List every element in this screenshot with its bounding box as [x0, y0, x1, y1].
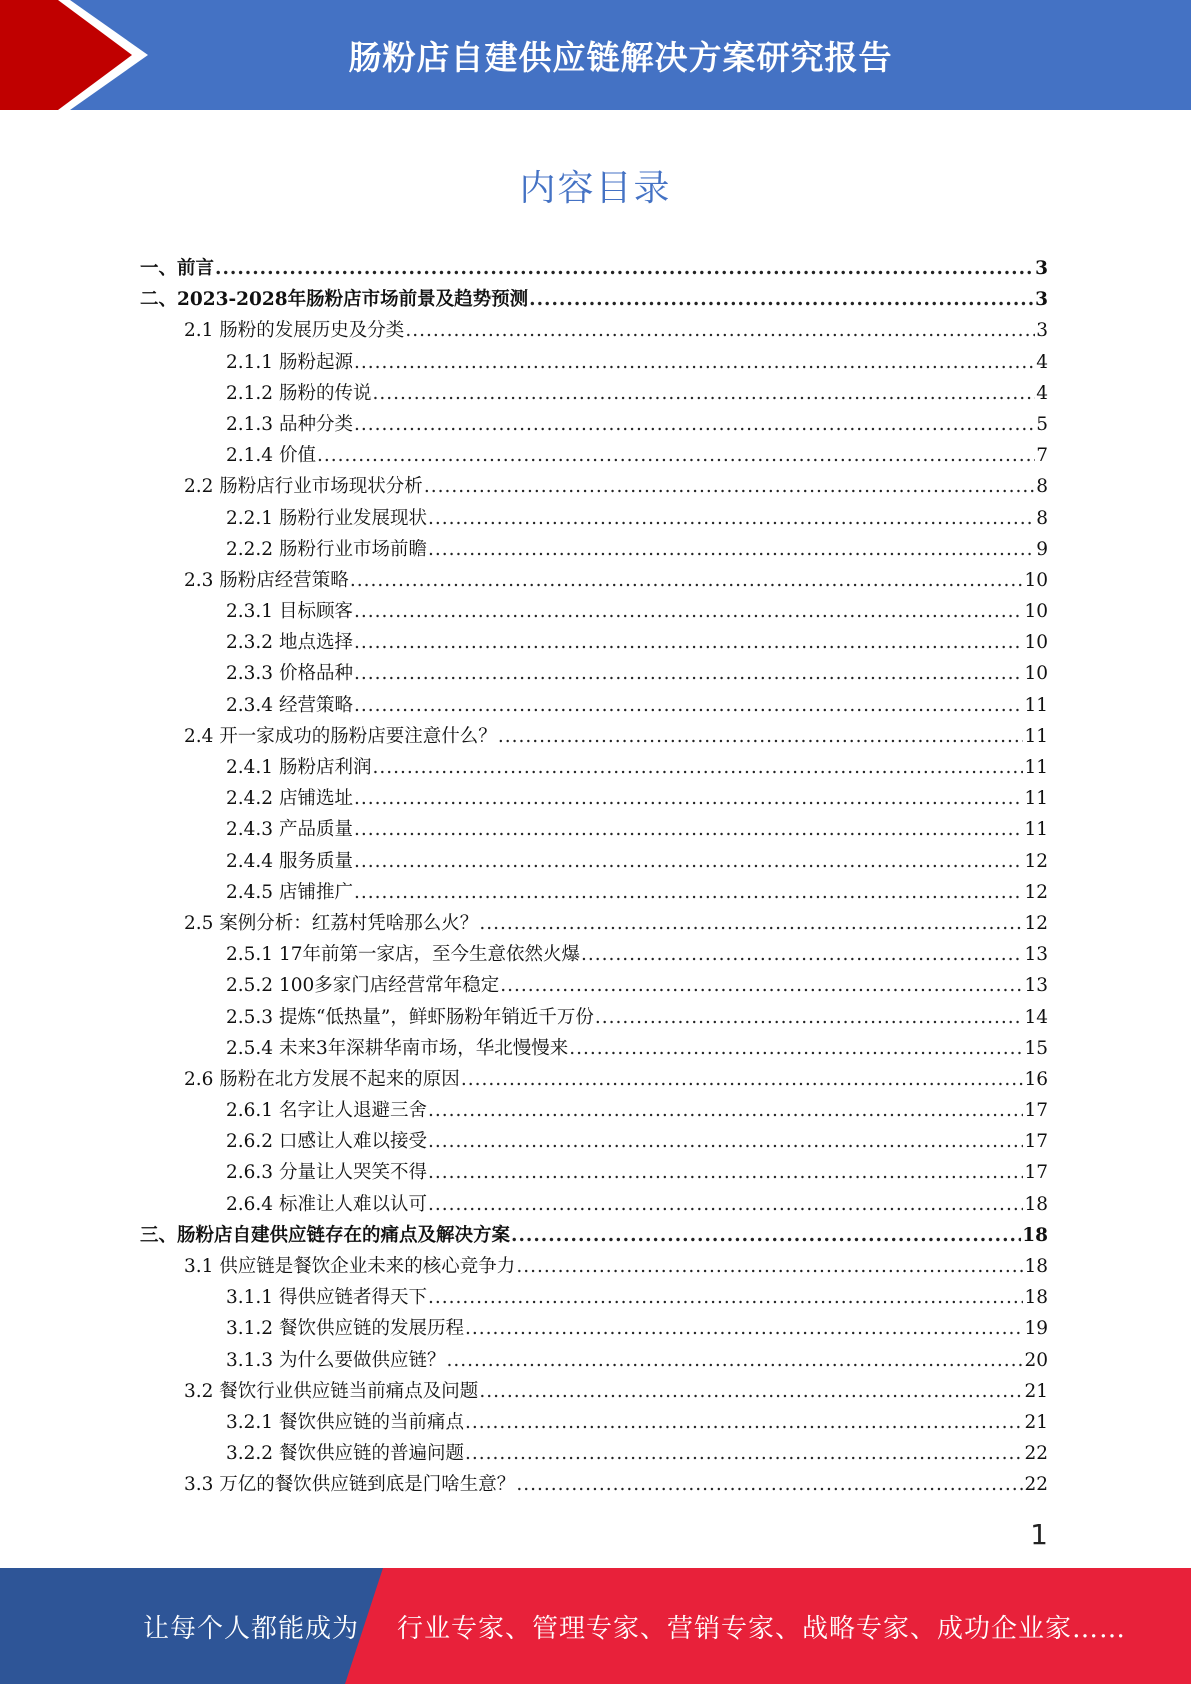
toc-leader-dots	[516, 1251, 1023, 1282]
toc-entry[interactable]	[140, 908, 1048, 939]
toc-leader-dots	[428, 534, 1035, 565]
toc-entry-label: 3.2.2 餐饮供应链的普遍问题	[226, 1443, 464, 1465]
toc-entry-page: 9	[1036, 538, 1048, 560]
toc-entry-label: 2.4.4 服务质量	[226, 850, 353, 872]
toc-leader-dots	[354, 409, 1035, 440]
toc-entry-page: 8	[1036, 507, 1048, 529]
toc-entry-page: 18	[1024, 1193, 1048, 1215]
toc-entry-page: 4	[1036, 382, 1048, 404]
toc-leader-dots	[354, 783, 1024, 814]
toc-entry-label: 2.5.4 未来3年深耕华南市场，华北慢慢来	[226, 1037, 569, 1059]
toc-entry[interactable]	[140, 690, 1048, 721]
toc-entry[interactable]	[140, 1345, 1048, 1376]
toc-entry-page: 8	[1036, 476, 1048, 498]
red-arrow-decoration	[0, 0, 160, 110]
toc-entry-label: 2.6.4 标准让人难以认可	[226, 1193, 427, 1215]
toc-leader-dots	[428, 503, 1035, 534]
toc-entry-page: 7	[1036, 445, 1048, 467]
toc-leader-dots	[465, 1438, 1023, 1469]
footer-slogan-left: 让每个人都能成为	[143, 1613, 360, 1644]
toc-leader-dots	[461, 1064, 1024, 1095]
toc-entry[interactable]	[140, 596, 1048, 627]
toc-entry-page: 10	[1024, 569, 1048, 591]
toc-entry-label: 2.2.1 肠粉行业发展现状	[226, 507, 427, 529]
toc-entry-label: 2.3.4 经营策略	[226, 694, 353, 716]
toc-entry-label: 2.3.3 价格品种	[226, 663, 353, 685]
footer-slogan-right: 行业专家、管理专家、营销专家、战略专家、成功企业家……	[397, 1613, 1127, 1644]
toc-entry[interactable]	[140, 846, 1048, 877]
toc-entry-page: 5	[1036, 413, 1048, 435]
toc-leader-dots	[372, 752, 1023, 783]
toc-entry[interactable]	[140, 1376, 1048, 1407]
toc-entry-page: 3	[1035, 289, 1048, 311]
toc-entry[interactable]	[140, 1407, 1048, 1438]
toc-entry-page: 10	[1024, 601, 1048, 623]
toc-entry[interactable]	[140, 814, 1048, 845]
page-header	[0, 0, 1191, 110]
toc-entry[interactable]	[140, 877, 1048, 908]
page-footer	[0, 1568, 1191, 1684]
toc-entry[interactable]	[140, 658, 1048, 689]
toc-entry[interactable]	[140, 253, 1048, 284]
toc-entry-page: 11	[1024, 819, 1048, 841]
toc-entry-page: 12	[1024, 881, 1048, 903]
toc-leader-dots	[354, 627, 1024, 658]
toc-entry[interactable]	[140, 1095, 1048, 1126]
toc-entry-label: 2.6 肠粉在北方发展不起来的原因	[184, 1068, 460, 1090]
toc-entry-label: 2.5 案例分析：红荔村凭啥那么火？	[184, 912, 479, 934]
toc-entry[interactable]	[140, 1438, 1048, 1469]
toc-leader-dots	[354, 814, 1024, 845]
toc-entry[interactable]	[140, 752, 1048, 783]
toc-entry[interactable]	[140, 939, 1048, 970]
toc-entry[interactable]	[140, 783, 1048, 814]
toc-entry-page: 18	[1024, 1256, 1048, 1277]
toc-entry-page: 21	[1024, 1380, 1048, 1402]
toc-entry-label: 2.6.2 口感让人难以接受	[226, 1131, 427, 1153]
toc-entry[interactable]	[140, 347, 1048, 378]
toc-entry-label: 3.2.1 餐饮供应链的当前痛点	[226, 1411, 464, 1433]
toc-leader-dots	[569, 1033, 1023, 1064]
toc-entry[interactable]	[140, 565, 1048, 596]
toc-entry-label: 2.1 肠粉的发展历史及分类	[184, 320, 405, 342]
toc-leader-dots	[215, 253, 1034, 284]
toc-entry-label: 2.4.1 肠粉店利润	[226, 757, 372, 778]
toc-leader-dots	[354, 658, 1024, 689]
toc-entry[interactable]	[140, 378, 1048, 409]
toc-leader-dots	[595, 1002, 1024, 1033]
toc-entry-label: 2.1.3 品种分类	[226, 413, 353, 435]
toc-entry-page: 22	[1024, 1474, 1048, 1496]
toc-entry-label: 3.2 餐饮行业供应链当前痛点及问题	[184, 1380, 479, 1402]
toc-entry[interactable]	[140, 1220, 1048, 1251]
toc-leader-dots	[479, 908, 1023, 939]
toc-entry-page: 11	[1024, 694, 1048, 716]
toc-leader-dots	[405, 315, 1035, 346]
toc-entry-page: 21	[1024, 1411, 1048, 1433]
toc-entry-label: 一、前言	[140, 258, 215, 279]
toc-entry[interactable]	[140, 284, 1048, 315]
toc-entry[interactable]	[140, 1002, 1048, 1033]
toc-leader-dots	[428, 1126, 1023, 1157]
toc-entry-page: 10	[1024, 632, 1048, 654]
toc-entry-page: 19	[1024, 1318, 1048, 1340]
toc-entry-page: 3	[1036, 320, 1048, 342]
toc-entry[interactable]	[140, 409, 1048, 440]
toc-entry-label: 二、2023-2028年肠粉店市场前景及趋势预测	[140, 289, 529, 311]
toc-entry-page: 16	[1024, 1068, 1048, 1090]
toc-leader-dots	[498, 721, 1024, 752]
toc-entry-page: 12	[1024, 850, 1048, 872]
toc-leader-dots	[424, 471, 1035, 502]
toc-entry-label: 3.1.1 得供应链者得天下	[226, 1287, 427, 1309]
toc-entry-label: 3.1.3 为什么要做供应链？	[226, 1349, 446, 1371]
toc-entry-label: 2.1.1 肠粉起源	[226, 351, 353, 373]
page-number: 1	[1030, 1518, 1048, 1551]
toc-entry[interactable]	[140, 315, 1048, 346]
toc-entry-page: 3	[1035, 258, 1048, 279]
toc-entry-page: 10	[1024, 663, 1048, 685]
toc-heading: 内容目录	[519, 168, 672, 209]
toc-leader-dots	[529, 284, 1034, 315]
toc-entry-page: 4	[1036, 351, 1048, 373]
toc-entry-label: 2.4 开一家成功的肠粉店要注意什么？	[184, 725, 497, 747]
toc-entry[interactable]	[140, 534, 1048, 565]
toc-entry-page: 11	[1024, 788, 1048, 810]
document-title: 肠粉店自建供应链解决方案研究报告	[348, 37, 893, 77]
toc-entry[interactable]	[140, 970, 1048, 1001]
toc-entry-label: 2.3.1 目标顾客	[226, 601, 353, 623]
toc-entry[interactable]	[140, 1157, 1048, 1188]
toc-entry-label: 2.1.2 肠粉的传说	[226, 382, 372, 404]
toc-entry[interactable]	[140, 503, 1048, 534]
toc-leader-dots	[354, 690, 1024, 721]
toc-leader-dots	[465, 1407, 1023, 1438]
toc-entry-label: 2.3.2 地点选择	[226, 632, 353, 654]
toc-entry-page: 15	[1024, 1037, 1048, 1059]
toc-leader-dots	[428, 1189, 1023, 1220]
toc-entry[interactable]	[140, 1064, 1048, 1095]
toc-entry-label: 3.3 万亿的餐饮供应链到底是门啥生意？	[184, 1474, 516, 1496]
toc-entry[interactable]	[140, 1469, 1048, 1500]
toc-entry-page: 12	[1024, 912, 1048, 934]
toc-entry[interactable]	[140, 721, 1048, 752]
toc-leader-dots	[354, 877, 1024, 908]
toc-entry[interactable]	[140, 1251, 1048, 1282]
toc-entry-label: 2.3 肠粉店经营策略	[184, 569, 349, 591]
toc-entry-label: 2.1.4 价值	[226, 445, 316, 467]
toc-entry-label: 2.4.2 店铺选址	[226, 788, 353, 810]
toc-entry-page: 18	[1022, 1224, 1048, 1246]
toc-leader-dots	[516, 1469, 1023, 1500]
toc-leader-dots	[428, 1282, 1023, 1313]
toc-entry-label: 2.4.3 产品质量	[226, 819, 353, 841]
toc-entry-label: 3.1 供应链是餐饮企业未来的核心竞争力	[184, 1256, 516, 1277]
toc-entry-page: 17	[1024, 1162, 1048, 1184]
toc-leader-dots	[317, 440, 1035, 471]
toc-leader-dots	[354, 596, 1024, 627]
toc-leader-dots	[350, 565, 1024, 596]
toc-entry[interactable]	[140, 471, 1048, 502]
toc-entry-page: 20	[1024, 1349, 1048, 1371]
toc-leader-dots	[581, 939, 1023, 970]
toc-entry-page: 11	[1024, 757, 1048, 778]
toc-entry-label: 2.5.1 17年前第一家店，至今生意依然火爆	[226, 944, 580, 966]
toc-entry-label: 2.6.1 名字让人退避三舍	[226, 1100, 427, 1122]
toc-leader-dots	[500, 970, 1023, 1001]
toc-entry-page: 18	[1024, 1287, 1048, 1309]
toc-entry-label: 3.1.2 餐饮供应链的发展历程	[226, 1318, 464, 1340]
toc-leader-dots	[372, 378, 1035, 409]
toc-entry-label: 2.5.2 100多家门店经营常年稳定	[226, 975, 500, 997]
toc-entry-label: 三、肠粉店自建供应链存在的痛点及解决方案	[140, 1224, 511, 1246]
toc-entry-page: 13	[1024, 975, 1048, 997]
toc-leader-dots	[428, 1157, 1023, 1188]
toc-entry-page: 17	[1024, 1100, 1048, 1122]
toc-entry-label: 2.4.5 店铺推广	[226, 881, 353, 903]
toc-entry-label: 2.2 肠粉店行业市场现状分析	[184, 476, 423, 498]
toc-entry[interactable]	[140, 1033, 1048, 1064]
table-of-contents	[140, 253, 1048, 1501]
toc-entry[interactable]	[140, 440, 1048, 471]
toc-entry[interactable]	[140, 1313, 1048, 1344]
toc-leader-dots	[354, 347, 1035, 378]
toc-entry-page: 13	[1024, 944, 1048, 966]
toc-entry-label: 2.6.3 分量让人哭笑不得	[226, 1162, 427, 1184]
toc-leader-dots	[428, 1095, 1023, 1126]
toc-leader-dots	[511, 1220, 1021, 1251]
toc-entry[interactable]	[140, 627, 1048, 658]
toc-entry[interactable]	[140, 1282, 1048, 1313]
toc-entry-page: 14	[1024, 1006, 1048, 1028]
toc-entry[interactable]	[140, 1189, 1048, 1220]
toc-leader-dots	[446, 1345, 1023, 1376]
toc-entry-page: 11	[1024, 725, 1048, 747]
toc-entry-label: 2.5.3 提炼“低热量”，鲜虾肠粉年销近千万份	[226, 1006, 594, 1028]
toc-entry-page: 22	[1024, 1443, 1048, 1465]
toc-entry[interactable]	[140, 1126, 1048, 1157]
toc-entry-label: 2.2.2 肠粉行业市场前瞻	[226, 538, 427, 560]
toc-leader-dots	[354, 846, 1024, 877]
toc-leader-dots	[479, 1376, 1023, 1407]
toc-entry-page: 17	[1024, 1131, 1048, 1153]
toc-leader-dots	[465, 1313, 1023, 1344]
